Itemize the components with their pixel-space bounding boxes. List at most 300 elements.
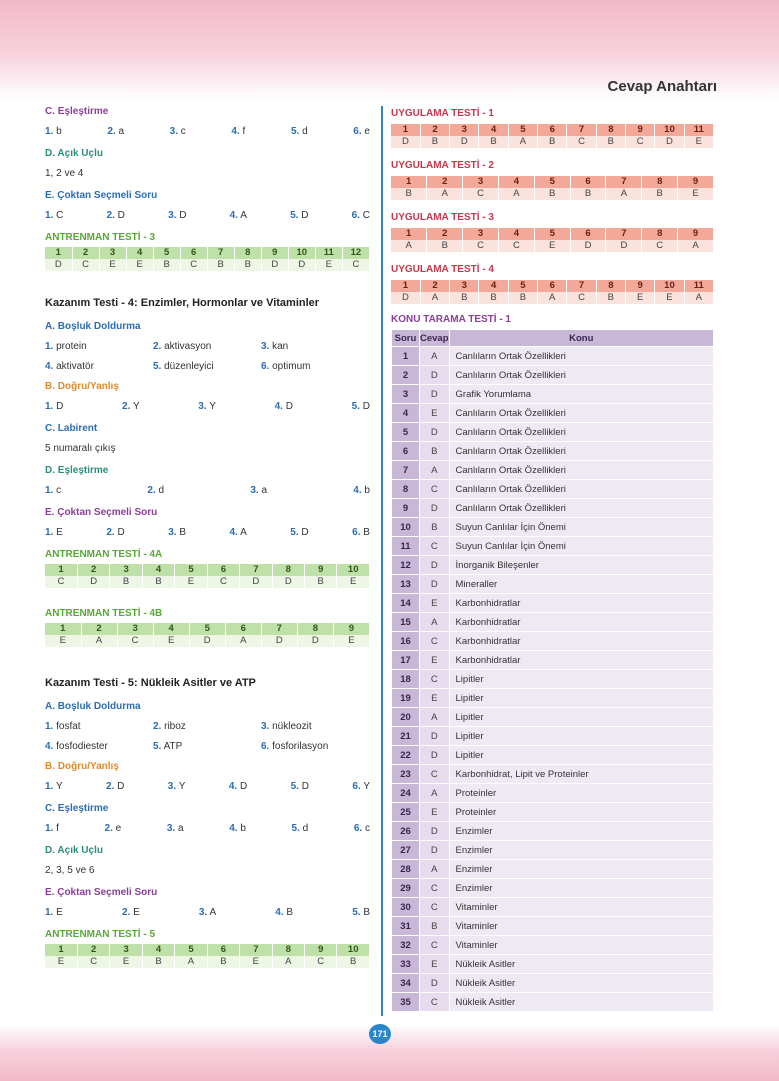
question-number: 2	[392, 366, 420, 385]
question-number: 11	[315, 247, 342, 259]
question-number: 8	[392, 480, 420, 499]
question-number: 19	[392, 689, 420, 708]
answer-item: 5. ATP	[153, 741, 183, 752]
question-number: 3	[463, 176, 499, 188]
question-number: 24	[392, 784, 420, 803]
table-row	[392, 423, 714, 442]
answer-cell: C	[420, 898, 450, 917]
answer-item: 2. aktivasyon	[153, 341, 212, 352]
question-number: 10	[337, 564, 370, 576]
question-number: 1	[391, 280, 420, 292]
answer-row	[45, 485, 370, 499]
question-number: 29	[392, 879, 420, 898]
question-number: 4	[392, 404, 420, 423]
question-number: 33	[392, 955, 420, 974]
question-number: 1	[391, 124, 420, 136]
test-heading: ANTRENMAN TESTİ - 4A	[45, 549, 163, 560]
question-number: 7	[240, 564, 272, 576]
table-row	[392, 765, 714, 784]
table-row	[392, 708, 714, 727]
topic-cell: Lipitler	[449, 689, 713, 708]
answer-cell: C	[463, 240, 499, 252]
answer-cell: C	[626, 136, 655, 148]
answer-cell: A	[420, 784, 450, 803]
topic-cell: Canlıların Ortak Özellikleri	[449, 499, 713, 518]
answer-item: 1. D	[45, 401, 64, 412]
answer-item: 3. A	[198, 907, 217, 918]
answer-cell: D	[391, 136, 420, 148]
topic-cell: Karbonhidratlar	[449, 651, 713, 670]
question-number: 7	[606, 228, 642, 240]
topic-cell: Suyun Canlılar İçin Önemi	[449, 537, 713, 556]
question-number: 8	[234, 247, 261, 259]
answer-cell: D	[45, 259, 72, 271]
answer-item: 5. d	[291, 823, 309, 834]
table-row	[392, 518, 714, 537]
table-row	[392, 841, 714, 860]
answer-item: 2. D	[106, 781, 125, 792]
topic-cell: Nükleik Asitler	[449, 974, 713, 993]
test-heading: UYGULAMA TESTİ - 3	[391, 212, 494, 223]
answer-cell: B	[420, 136, 449, 148]
table-row	[392, 936, 714, 955]
answer-cell: C	[463, 188, 499, 200]
answer-cell: D	[420, 385, 450, 404]
topic-cell: Enzimler	[449, 822, 713, 841]
question-number: 18	[392, 670, 420, 689]
section-heading: A. Boşluk Doldurma	[45, 701, 141, 712]
answer-cell: D	[391, 292, 420, 304]
topic-cell: Vitaminler	[449, 898, 713, 917]
question-number: 35	[392, 993, 420, 1012]
answer-row	[45, 527, 370, 541]
question-number: 5	[534, 228, 570, 240]
answer-cell: C	[642, 240, 678, 252]
answer-item: 1. fosfat	[45, 721, 81, 732]
table-row	[392, 537, 714, 556]
topic-cell: Enzimler	[449, 860, 713, 879]
answer-cell: C	[77, 956, 109, 968]
column-header: Soru	[392, 330, 420, 347]
answer-cell: E	[315, 259, 342, 271]
question-number: 3	[110, 564, 142, 576]
answer-item: 5. D	[290, 781, 309, 792]
answer-item: 2. d	[147, 485, 165, 496]
table-row	[392, 879, 714, 898]
question-number: 10	[392, 518, 420, 537]
test-heading: ANTRENMAN TESTİ - 4B	[45, 608, 163, 619]
topic-cell: Karbonhidrat, Lipit ve Proteinler	[449, 765, 713, 784]
question-number: 17	[392, 651, 420, 670]
answer-cell: D	[420, 575, 450, 594]
answer-text: 2, 3, 5 ve 6	[45, 865, 95, 876]
answer-table	[391, 280, 714, 304]
answer-row	[45, 781, 370, 795]
answer-cell: D	[420, 423, 450, 442]
question-number: 10	[288, 247, 315, 259]
question-number: 2	[427, 228, 463, 240]
question-number: 11	[684, 124, 713, 136]
question-number: 8	[596, 280, 625, 292]
question-number: 34	[392, 974, 420, 993]
table-row	[392, 404, 714, 423]
section-heading: D. Açık Uçlu	[45, 148, 103, 159]
question-number: 7	[606, 176, 642, 188]
answer-cell: E	[420, 651, 450, 670]
answer-cell: C	[207, 576, 239, 588]
question-number: 23	[392, 765, 420, 784]
answer-cell: D	[420, 727, 450, 746]
section-heading: C. Labirent	[45, 423, 98, 434]
topic-cell: Enzimler	[449, 879, 713, 898]
question-number: 5	[392, 423, 420, 442]
table-row	[392, 689, 714, 708]
answer-item: 5. D	[290, 210, 309, 221]
answer-cell: B	[207, 259, 234, 271]
answer-cell: D	[420, 974, 450, 993]
section-heading: E. Çoktan Seçmeli Soru	[45, 887, 158, 898]
answer-item: 4. D	[274, 401, 293, 412]
answer-item: 6. B	[352, 527, 370, 538]
table-row	[392, 993, 714, 1012]
question-number: 10	[337, 944, 370, 956]
question-number: 7	[567, 280, 596, 292]
answer-item: 3. c	[169, 126, 186, 137]
answer-item: 1. Y	[45, 781, 63, 792]
question-number: 21	[392, 727, 420, 746]
question-number: 3	[463, 228, 499, 240]
question-number: 7	[392, 461, 420, 480]
answer-item: 2. riboz	[153, 721, 186, 732]
answer-cell: D	[655, 136, 684, 148]
question-number: 25	[392, 803, 420, 822]
answer-item: 3. a	[250, 485, 268, 496]
topic-cell: Grafik Yorumlama	[449, 385, 713, 404]
question-number: 9	[392, 499, 420, 518]
answer-table	[45, 944, 370, 968]
answer-cell: A	[427, 188, 463, 200]
page-number: 171	[369, 1024, 391, 1044]
question-number: 20	[392, 708, 420, 727]
answer-cell: B	[534, 188, 570, 200]
answer-cell: C	[117, 635, 153, 647]
question-number: 6	[570, 176, 606, 188]
column-header: Konu	[449, 330, 713, 347]
question-number: 5	[508, 124, 537, 136]
answer-cell: C	[420, 670, 450, 689]
answer-row	[45, 341, 370, 355]
answer-cell: B	[508, 292, 537, 304]
answer-cell: E	[240, 956, 272, 968]
question-number: 9	[626, 280, 655, 292]
question-number: 2	[72, 247, 99, 259]
answer-cell: B	[337, 956, 370, 968]
table-row	[392, 632, 714, 651]
answer-cell: E	[333, 635, 369, 647]
answer-cell: D	[77, 576, 109, 588]
question-number: 13	[392, 575, 420, 594]
question-number: 12	[392, 556, 420, 575]
question-number: 4	[479, 124, 508, 136]
topic-cell: Suyun Canlılar İçin Önemi	[449, 518, 713, 537]
answer-row	[45, 210, 370, 224]
question-number: 4	[126, 247, 153, 259]
answer-cell: D	[420, 556, 450, 575]
question-number: 3	[450, 124, 479, 136]
question-number: 9	[678, 228, 714, 240]
answer-item: 1. f	[45, 823, 59, 834]
question-number: 5	[175, 944, 207, 956]
question-number: 10	[655, 280, 684, 292]
question-number: 3	[450, 280, 479, 292]
question-number: 7	[207, 247, 234, 259]
answer-cell: E	[678, 188, 714, 200]
answer-cell: E	[534, 240, 570, 252]
answer-cell: A	[498, 188, 534, 200]
question-number: 27	[392, 841, 420, 860]
answer-cell: E	[420, 955, 450, 974]
question-number: 4	[153, 623, 189, 635]
question-number: 4	[498, 176, 534, 188]
topic-cell: Mineraller	[449, 575, 713, 594]
answer-cell: A	[678, 240, 714, 252]
answer-cell: A	[684, 292, 713, 304]
topic-cell: Nükleik Asitler	[449, 993, 713, 1012]
answer-cell: E	[110, 956, 142, 968]
topic-cell: Proteinler	[449, 803, 713, 822]
answer-cell: A	[606, 188, 642, 200]
topic-cell: Lipitler	[449, 727, 713, 746]
column-divider	[381, 106, 383, 1016]
answer-cell: E	[655, 292, 684, 304]
topic-cell: Lipitler	[449, 670, 713, 689]
table-row	[392, 442, 714, 461]
question-number: 2	[420, 280, 449, 292]
question-number: 8	[642, 176, 678, 188]
question-number: 6	[180, 247, 207, 259]
answer-cell: A	[420, 461, 450, 480]
answer-cell: B	[420, 518, 450, 537]
answer-item: 3. Y	[198, 401, 216, 412]
answer-cell: E	[175, 576, 207, 588]
question-number: 32	[392, 936, 420, 955]
answer-table	[391, 228, 714, 252]
answer-table	[45, 247, 370, 271]
answer-item: 4. b	[229, 823, 246, 834]
question-number: 1	[392, 347, 420, 366]
answer-cell: C	[420, 993, 450, 1012]
question-number: 7	[261, 623, 297, 635]
question-number: 1	[45, 623, 81, 635]
question-number: 22	[392, 746, 420, 765]
question-number: 26	[392, 822, 420, 841]
topic-cell: Nükleik Asitler	[449, 955, 713, 974]
answer-item: 1. b	[45, 126, 62, 137]
answer-cell: B	[596, 292, 625, 304]
answer-cell: E	[420, 404, 450, 423]
answer-cell: B	[479, 136, 508, 148]
answer-item: 3. Y	[167, 781, 186, 792]
answer-cell: B	[234, 259, 261, 271]
question-number: 6	[225, 623, 261, 635]
topic-cell: Vitaminler	[449, 936, 713, 955]
answer-cell: B	[142, 956, 174, 968]
answer-item: 5. D	[351, 401, 370, 412]
answer-item: 5. d	[290, 126, 308, 137]
question-number: 2	[427, 176, 463, 188]
answer-cell: B	[479, 292, 508, 304]
answer-cell: C	[420, 632, 450, 651]
table-row	[392, 480, 714, 499]
answer-cell: A	[272, 956, 304, 968]
question-number: 1	[45, 564, 77, 576]
column-header: Cevap	[420, 330, 450, 347]
table-row	[392, 898, 714, 917]
table-row	[392, 613, 714, 632]
test-heading: UYGULAMA TESTİ - 2	[391, 160, 494, 171]
answer-cell: D	[261, 259, 288, 271]
answer-cell: B	[305, 576, 337, 588]
answer-cell: D	[606, 240, 642, 252]
topic-cell: Canlıların Ortak Özellikleri	[449, 404, 713, 423]
answer-table	[391, 124, 714, 148]
answer-cell: E	[153, 635, 189, 647]
question-number: 6	[570, 228, 606, 240]
answer-cell: B	[142, 576, 174, 588]
answer-cell: D	[261, 635, 297, 647]
topic-cell: Canlıların Ortak Özellikleri	[449, 366, 713, 385]
answer-item: 4. fosfodiester	[45, 741, 108, 752]
question-number: 16	[392, 632, 420, 651]
answer-item: 6. c	[353, 823, 370, 834]
section-heading: E. Çoktan Seçmeli Soru	[45, 190, 158, 201]
test-heading: ANTRENMAN TESTİ - 3	[45, 232, 155, 243]
answer-cell: C	[420, 879, 450, 898]
question-number: 1	[45, 944, 77, 956]
answer-cell: E	[420, 594, 450, 613]
topic-cell: Karbonhidratlar	[449, 613, 713, 632]
question-number: 1	[391, 176, 427, 188]
answer-cell: C	[180, 259, 207, 271]
left-column	[45, 106, 370, 968]
answer-cell: E	[45, 635, 81, 647]
question-number: 1	[391, 228, 427, 240]
question-number: 9	[305, 564, 337, 576]
topic-cell: Lipitler	[449, 708, 713, 727]
answer-cell: B	[420, 917, 450, 936]
question-number: 30	[392, 898, 420, 917]
section-heading: B. Doğru/Yanlış	[45, 761, 119, 772]
answer-item: 4. f	[231, 126, 246, 137]
answer-cell: A	[225, 635, 261, 647]
table-row	[392, 385, 714, 404]
question-number: 14	[392, 594, 420, 613]
answer-cell: D	[570, 240, 606, 252]
answer-item: 6. C	[351, 210, 370, 221]
answer-item: 2. D	[106, 210, 125, 221]
table-row	[392, 461, 714, 480]
test-heading: UYGULAMA TESTİ - 1	[391, 108, 494, 119]
question-number: 4	[142, 564, 174, 576]
table-row	[392, 651, 714, 670]
answer-cell: B	[110, 576, 142, 588]
answer-cell: A	[420, 292, 449, 304]
answer-item: 6. fosforilasyon	[261, 741, 329, 752]
question-number: 9	[333, 623, 369, 635]
answer-cell: B	[153, 259, 180, 271]
table-row	[392, 955, 714, 974]
table-row	[392, 366, 714, 385]
table-row	[392, 347, 714, 366]
answer-cell: E	[126, 259, 153, 271]
answer-item: 6. optimum	[261, 361, 311, 372]
answer-cell: B	[450, 292, 479, 304]
answer-cell: D	[420, 822, 450, 841]
question-number: 15	[392, 613, 420, 632]
answer-cell: E	[420, 689, 450, 708]
section-heading: B. Doğru/Yanlış	[45, 381, 119, 392]
question-number: 12	[342, 247, 369, 259]
answer-row	[45, 401, 370, 415]
question-number: 2	[420, 124, 449, 136]
topic-cell: Canlıların Ortak Özellikleri	[449, 461, 713, 480]
right-column	[391, 108, 714, 1012]
table-row	[392, 860, 714, 879]
answer-row	[45, 907, 370, 921]
answer-item: 2. D	[106, 527, 125, 538]
question-number: 3	[392, 385, 420, 404]
answer-cell: C	[72, 259, 99, 271]
answer-row	[45, 361, 370, 375]
answer-cell: C	[420, 936, 450, 955]
table-row	[392, 499, 714, 518]
question-number: 4	[479, 280, 508, 292]
question-number: 6	[538, 124, 567, 136]
answer-cell: E	[420, 803, 450, 822]
answer-cell: B	[420, 442, 450, 461]
answer-cell: D	[189, 635, 225, 647]
question-number: 3	[99, 247, 126, 259]
chapter-title: Kazanım Testi - 5: Nükleik Asitler ve ATP	[45, 677, 256, 689]
answer-cell: A	[420, 613, 450, 632]
answer-item: 2. E	[121, 907, 140, 918]
answer-item: 4. aktivatör	[45, 361, 94, 372]
question-number: 11	[684, 280, 713, 292]
table-row	[392, 974, 714, 993]
answer-item: 3. D	[168, 210, 187, 221]
test-heading: ANTRENMAN TESTİ - 5	[45, 929, 155, 940]
answer-item: 1. E	[45, 907, 63, 918]
answer-cell: A	[420, 860, 450, 879]
topic-cell: Enzimler	[449, 841, 713, 860]
question-number: 28	[392, 860, 420, 879]
question-number: 8	[272, 944, 304, 956]
answer-cell: B	[207, 956, 239, 968]
question-number: 8	[642, 228, 678, 240]
answer-cell: C	[420, 480, 450, 499]
test-heading: UYGULAMA TESTİ - 4	[391, 264, 494, 275]
answer-item: 5. düzenleyici	[153, 361, 214, 372]
answer-item: 3. B	[168, 527, 186, 538]
question-number: 5	[175, 564, 207, 576]
question-number: 1	[45, 247, 72, 259]
answer-cell: E	[45, 956, 77, 968]
answer-item: 6. e	[353, 126, 370, 137]
answer-row	[45, 721, 370, 735]
answer-cell: D	[297, 635, 333, 647]
answer-cell: A	[508, 136, 537, 148]
answer-item: 2. a	[107, 126, 125, 137]
